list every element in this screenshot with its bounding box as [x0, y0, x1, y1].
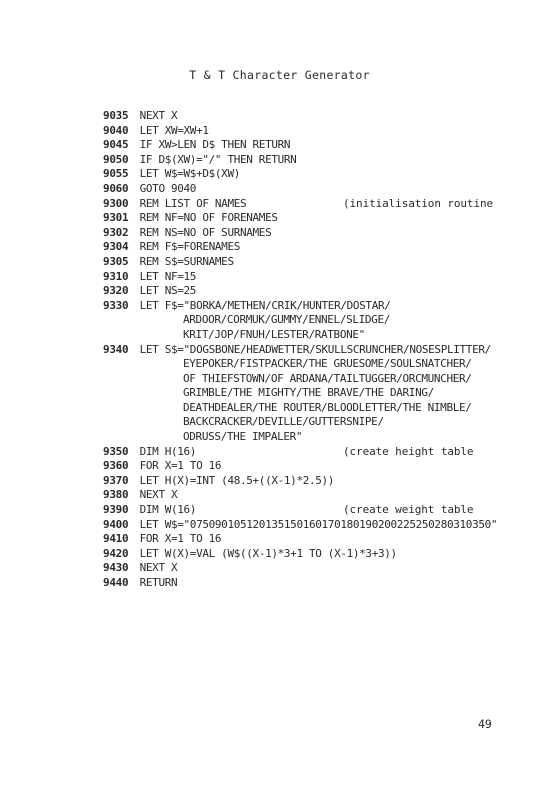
code-line: [103, 313, 543, 328]
code-line: [103, 459, 543, 474]
code-line: [103, 211, 543, 226]
line-number: 9301: [103, 211, 129, 225]
code-line: [103, 576, 543, 591]
code-text: REM F$=FORENAMES: [139, 240, 240, 254]
code-text: LET H(X)=INT (48.5+((X-1)*2.5)): [139, 473, 335, 487]
code-text: LET XW=XW+1: [139, 123, 209, 137]
code-text: DEATHDEALER/THE ROUTER/BLOODLETTER/THE NIMBLE/: [183, 400, 472, 414]
code-line: [103, 357, 543, 372]
code-line: [103, 270, 543, 285]
code-line: [103, 124, 543, 139]
code-text: NEXT X: [139, 561, 178, 575]
code-line: [103, 197, 543, 212]
code-text: REM NF=NO OF FORENAMES: [139, 211, 278, 225]
code-line: [103, 328, 543, 343]
code-text: KRIT/JOP/FNUH/LESTER/RATBONE": [183, 327, 365, 341]
code-text: BACKCRACKER/DEVILLE/GUTTERSNIPE/: [183, 415, 384, 429]
code-line: [103, 255, 543, 270]
line-number: 9380: [103, 488, 129, 502]
code-line: [103, 153, 543, 168]
line-number: 9302: [103, 225, 129, 239]
code-text: ODRUSS/THE IMPALER": [183, 430, 303, 444]
line-number: 9420: [103, 546, 129, 560]
line-number: 9370: [103, 473, 129, 487]
code-line: [103, 138, 543, 153]
code-text: NEXT X: [139, 109, 178, 122]
code-text: LET W(X)=VAL (W$((X-1)*3+1 TO (X-1)*3+3)): [139, 546, 397, 560]
line-number: 9440: [103, 576, 129, 589]
code-text: IF XW>LEN D$ THEN RETURN: [139, 138, 291, 152]
code-line: [103, 284, 543, 299]
line-number: 9340: [103, 342, 129, 356]
code-line: [103, 488, 543, 503]
line-number: 9040: [103, 123, 129, 137]
code-line: [103, 401, 543, 416]
code-text: RETURN: [139, 576, 178, 589]
line-number: 9310: [103, 269, 129, 283]
code-text: NEXT X: [139, 488, 178, 502]
code-text: DIM W(16): [139, 503, 197, 517]
line-number: 9350: [103, 444, 129, 458]
line-number: 9300: [103, 196, 129, 210]
code-text: EYEPOKER/FISTPACKER/THE GRUESOME/SOULSNATCHER/: [183, 357, 472, 371]
code-comment: (create weight table: [343, 503, 474, 517]
code-text: DIM H(16): [139, 444, 197, 458]
code-text: IF D$(XW)="/" THEN RETURN: [139, 152, 297, 166]
code-line: [103, 372, 543, 387]
line-number: 9390: [103, 503, 129, 517]
code-text: GOTO 9040: [139, 181, 197, 195]
code-line: [103, 167, 543, 182]
code-line: [103, 182, 543, 197]
line-number: 9360: [103, 459, 129, 473]
line-number: 9060: [103, 181, 129, 195]
code-line: [103, 503, 543, 518]
code-line: [103, 109, 543, 124]
code-line: [103, 343, 543, 358]
code-line: [103, 226, 543, 241]
code-text: FOR X=1 TO 16: [139, 532, 222, 546]
code-line: [103, 474, 543, 489]
line-number: 9410: [103, 532, 129, 546]
page-title: T & T Character Generator: [189, 68, 370, 82]
line-number: 9045: [103, 138, 129, 152]
line-number: 9320: [103, 284, 129, 298]
code-text: LET S$="DOGSBONE/HEADWETTER/SKULLSCRUNCHER/NOSESPLITTER/: [139, 342, 491, 356]
code-line: [103, 386, 543, 401]
code-line: [103, 430, 543, 445]
code-text: REM LIST OF NAMES: [139, 196, 247, 210]
line-number: 9400: [103, 517, 129, 531]
code-text: LET W$=W$+D$(XW): [139, 167, 240, 181]
code-text: LET NS=25: [139, 284, 197, 298]
line-number: 9305: [103, 254, 129, 268]
code-line: [103, 532, 543, 547]
code-text: LET F$="BORKA/METHEN/CRIK/HUNTER/DOSTAR/: [139, 298, 391, 312]
line-number: 9050: [103, 152, 129, 166]
program-listing: [103, 109, 543, 591]
line-number: 9330: [103, 298, 129, 312]
code-line: [103, 299, 543, 314]
line-number: 9035: [103, 109, 129, 122]
line-number: 9055: [103, 167, 129, 181]
code-line: [103, 445, 543, 460]
code-text: REM S$=SURNAMES: [139, 254, 234, 268]
code-comment: (create height table: [343, 444, 474, 458]
line-number: 9304: [103, 240, 129, 254]
code-comment: (initialisation routine: [343, 196, 494, 210]
code-text: ARDOOR/CORMUK/GUMMY/ENNEL/SLIDGE/: [183, 313, 390, 327]
code-line: [103, 415, 543, 430]
page-number: 49: [478, 717, 492, 731]
code-text: OF THIEFSTOWN/OF ARDANA/TAILTUGGER/ORCMUNCHER/: [183, 371, 472, 385]
code-line: [103, 518, 543, 533]
code-text: LET NF=15: [139, 269, 197, 283]
code-line: [103, 240, 543, 255]
line-number: 9430: [103, 561, 129, 575]
code-text: LET W$="075090105120135150160170180190200225250280310350": [139, 517, 498, 531]
code-text: FOR X=1 TO 16: [139, 459, 222, 473]
code-line: [103, 561, 543, 576]
code-line: [103, 547, 543, 562]
code-text: REM NS=NO OF SURNAMES: [139, 225, 272, 239]
code-text: GRIMBLE/THE MIGHTY/THE BRAVE/THE DARING/: [183, 386, 434, 400]
